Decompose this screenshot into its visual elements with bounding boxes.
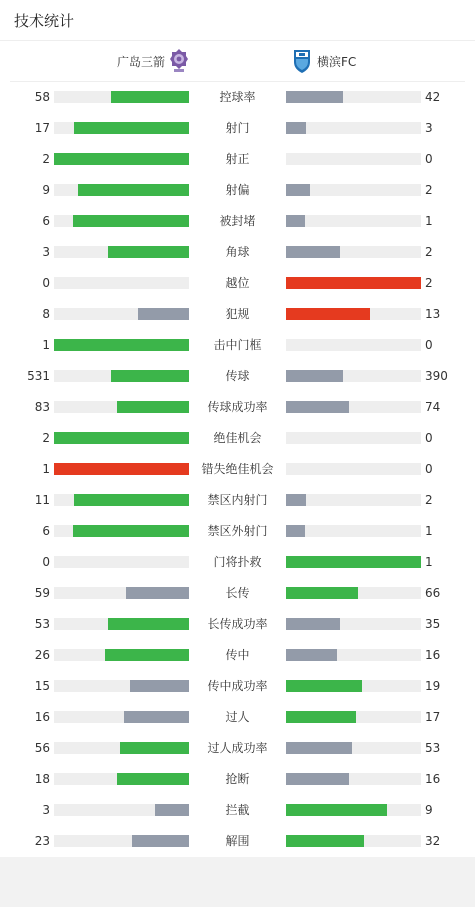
stat-label: 过人 — [225, 710, 250, 724]
away-stat-bar — [286, 339, 421, 351]
home-stat-bar — [54, 680, 189, 692]
stat-row — [0, 423, 475, 454]
away-stat-bar-fill — [286, 649, 337, 661]
away-stat-bar-fill — [286, 711, 356, 723]
home-stat-bar — [54, 308, 189, 320]
home-stat-bar — [54, 463, 189, 475]
home-stat-bar — [54, 432, 189, 444]
away-stat-bar-fill — [286, 277, 421, 289]
home-stat-bar-fill — [74, 122, 189, 134]
home-stat-value: 58 — [34, 90, 50, 104]
away-stat-bar — [286, 711, 421, 723]
away-stat-bar — [286, 184, 421, 196]
stat-row — [0, 578, 475, 609]
stat-label: 射正 — [225, 152, 250, 166]
home-stat-bar-fill — [54, 463, 189, 475]
home-stat-bar — [54, 649, 189, 661]
home-stat-bar — [54, 711, 189, 723]
home-stat-value: 18 — [34, 772, 50, 786]
home-stat-bar-fill — [138, 308, 189, 320]
stat-label: 击中门框 — [213, 338, 262, 352]
away-stat-bar-fill — [286, 804, 387, 816]
home-stat-bar — [54, 556, 189, 568]
away-stat-bar-fill — [286, 680, 362, 692]
home-stat-bar — [54, 525, 189, 537]
home-stat-value: 9 — [42, 183, 50, 197]
away-stat-value: 13 — [425, 307, 441, 321]
away-stat-bar — [286, 742, 421, 754]
away-stat-value: 35 — [425, 617, 441, 631]
home-stat-value: 59 — [34, 586, 50, 600]
away-stat-value: 66 — [425, 586, 441, 600]
away-stat-value: 53 — [425, 741, 441, 755]
stat-row — [0, 609, 475, 640]
away-stat-value: 42 — [425, 90, 441, 104]
away-stat-bar — [286, 153, 421, 165]
stat-row — [0, 361, 475, 392]
home-stat-bar — [54, 742, 189, 754]
away-stat-bar — [286, 618, 421, 630]
home-stat-value: 0 — [42, 276, 50, 290]
stat-label: 禁区内射门 — [207, 493, 268, 507]
away-stat-value: 1 — [425, 214, 433, 228]
stat-label: 解围 — [225, 834, 250, 848]
home-stat-bar — [54, 339, 189, 351]
away-stat-bar-fill — [286, 401, 349, 413]
stat-row — [0, 485, 475, 516]
home-stat-value: 53 — [34, 617, 50, 631]
stat-row — [0, 671, 475, 702]
home-stat-bar — [54, 835, 189, 847]
away-team-logo-icon — [292, 48, 312, 74]
away-stat-bar — [286, 432, 421, 444]
away-team[interactable] — [292, 41, 356, 81]
home-stat-bar-fill — [155, 804, 189, 816]
home-stat-bar-fill — [54, 432, 189, 444]
away-stat-bar — [286, 215, 421, 227]
home-stat-bar-fill — [132, 835, 189, 847]
home-stat-value: 15 — [34, 679, 50, 693]
away-stat-bar — [286, 835, 421, 847]
stats-list — [0, 82, 475, 857]
stat-row — [0, 764, 475, 795]
home-stat-bar-fill — [126, 587, 189, 599]
away-stat-bar — [286, 773, 421, 785]
away-stat-value: 1 — [425, 524, 433, 538]
away-stat-bar — [286, 494, 421, 506]
away-stat-value: 0 — [425, 338, 433, 352]
home-team-name: 广岛三箭 — [116, 54, 165, 69]
home-stat-value: 1 — [42, 338, 50, 352]
home-stat-bar — [54, 277, 189, 289]
away-stat-bar — [286, 401, 421, 413]
home-stat-bar — [54, 587, 189, 599]
away-stat-bar — [286, 680, 421, 692]
stat-row — [0, 795, 475, 826]
away-stat-value: 0 — [425, 431, 433, 445]
home-stat-bar-fill — [111, 91, 189, 103]
home-stat-bar-fill — [105, 649, 189, 661]
stat-row — [0, 454, 475, 485]
home-stat-value: 8 — [42, 307, 50, 321]
away-stat-bar-fill — [286, 742, 352, 754]
away-stat-value: 3 — [425, 121, 433, 135]
away-stat-value: 19 — [425, 679, 441, 693]
stat-row — [0, 206, 475, 237]
home-stat-bar-fill — [124, 711, 189, 723]
home-stat-bar-fill — [130, 680, 189, 692]
away-stat-bar — [286, 122, 421, 134]
stat-label: 拦截 — [225, 803, 250, 817]
home-stat-value: 2 — [42, 431, 50, 445]
stat-row — [0, 702, 475, 733]
home-stat-value: 6 — [42, 214, 50, 228]
home-stat-bar-fill — [108, 618, 189, 630]
home-team[interactable] — [117, 41, 189, 81]
away-stat-bar-fill — [286, 587, 358, 599]
stat-label: 传中 — [225, 648, 250, 662]
away-stat-bar — [286, 649, 421, 661]
away-stat-value: 2 — [425, 276, 433, 290]
home-stat-bar — [54, 618, 189, 630]
away-stat-bar-fill — [286, 246, 340, 258]
away-stat-value: 16 — [425, 648, 441, 662]
home-stat-bar-fill — [54, 339, 189, 351]
stat-label: 长传成功率 — [207, 617, 268, 631]
stat-row — [0, 175, 475, 206]
away-stat-value: 32 — [425, 834, 441, 848]
home-stat-bar-fill — [117, 401, 189, 413]
away-stat-bar — [286, 308, 421, 320]
home-stat-bar — [54, 494, 189, 506]
away-stat-bar-fill — [286, 773, 349, 785]
stat-row — [0, 640, 475, 671]
home-stat-value: 2 — [42, 152, 50, 166]
home-stat-bar-fill — [117, 773, 189, 785]
away-stat-bar-fill — [286, 494, 306, 506]
away-stat-bar-fill — [286, 91, 343, 103]
section-title: 技术统计 — [14, 11, 75, 30]
away-stat-value: 2 — [425, 245, 433, 259]
home-stat-value: 11 — [34, 493, 50, 507]
stat-label: 射偏 — [225, 183, 250, 197]
away-stat-value: 9 — [425, 803, 433, 817]
away-stat-bar-fill — [286, 184, 310, 196]
stat-row — [0, 516, 475, 547]
home-stat-value: 16 — [34, 710, 50, 724]
stat-label: 传中成功率 — [207, 679, 268, 693]
away-stat-value: 17 — [425, 710, 441, 724]
home-stat-bar-fill — [108, 246, 189, 258]
stat-row — [0, 268, 475, 299]
home-stat-bar-fill — [111, 370, 189, 382]
stat-label: 传球 — [225, 369, 250, 383]
home-stat-bar — [54, 246, 189, 258]
home-stat-value: 83 — [34, 400, 50, 414]
away-stat-bar — [286, 587, 421, 599]
away-stat-bar — [286, 463, 421, 475]
home-stat-bar — [54, 773, 189, 785]
home-stat-bar-fill — [78, 184, 189, 196]
home-stat-value: 531 — [27, 369, 50, 383]
home-stat-bar-fill — [120, 742, 189, 754]
stat-label: 禁区外射门 — [207, 524, 268, 538]
home-stat-value: 17 — [34, 121, 50, 135]
stat-label: 门将扑救 — [213, 555, 262, 569]
away-stat-bar — [286, 525, 421, 537]
home-stat-value: 3 — [42, 803, 50, 817]
away-stat-bar — [286, 556, 421, 568]
home-stat-bar-fill — [54, 153, 189, 165]
home-stat-value: 23 — [34, 834, 50, 848]
away-stat-value: 2 — [425, 493, 433, 507]
stat-label: 抢断 — [225, 772, 250, 786]
section-header — [0, 0, 475, 41]
home-stat-bar — [54, 153, 189, 165]
stat-row — [0, 547, 475, 578]
home-stat-value: 26 — [34, 648, 50, 662]
away-stat-value: 1 — [425, 555, 433, 569]
away-stat-value: 0 — [425, 462, 433, 476]
away-stat-value: 74 — [425, 400, 441, 414]
away-stat-bar-fill — [286, 308, 370, 320]
stat-row — [0, 392, 475, 423]
stat-label: 长传 — [225, 586, 250, 600]
stat-row — [0, 82, 475, 113]
away-stat-value: 16 — [425, 772, 441, 786]
home-stat-bar — [54, 122, 189, 134]
stat-row — [0, 733, 475, 764]
away-stat-bar-fill — [286, 835, 364, 847]
away-stat-value: 2 — [425, 183, 433, 197]
home-stat-value: 1 — [42, 462, 50, 476]
away-stat-bar-fill — [286, 215, 305, 227]
stat-row — [0, 113, 475, 144]
away-stat-bar — [286, 246, 421, 258]
home-stat-value: 3 — [42, 245, 50, 259]
home-stat-bar — [54, 91, 189, 103]
home-team-logo-icon — [169, 48, 189, 74]
away-stat-value: 390 — [425, 369, 448, 383]
stat-label: 角球 — [225, 245, 250, 259]
stat-row — [0, 826, 475, 857]
away-stat-value: 0 — [425, 152, 433, 166]
home-stat-bar — [54, 184, 189, 196]
stat-row — [0, 237, 475, 268]
stat-row — [0, 299, 475, 330]
stat-row — [0, 144, 475, 175]
away-stat-bar-fill — [286, 525, 305, 537]
away-stat-bar — [286, 91, 421, 103]
away-team-name: 横滨FC — [317, 54, 357, 69]
stat-label: 越位 — [225, 276, 250, 290]
home-stat-bar-fill — [73, 525, 189, 537]
away-stat-bar-fill — [286, 370, 343, 382]
stat-label: 错失绝佳机会 — [201, 462, 274, 476]
stat-label: 被封堵 — [219, 214, 256, 228]
home-stat-bar — [54, 215, 189, 227]
stat-label: 射门 — [225, 121, 250, 135]
away-stat-bar-fill — [286, 556, 421, 568]
away-stat-bar — [286, 277, 421, 289]
stat-row — [0, 330, 475, 361]
home-stat-value: 6 — [42, 524, 50, 538]
home-stat-bar-fill — [74, 494, 189, 506]
stat-label: 传球成功率 — [207, 400, 268, 414]
home-stat-bar — [54, 370, 189, 382]
home-stat-value: 56 — [34, 741, 50, 755]
away-stat-bar-fill — [286, 122, 306, 134]
team-header — [10, 41, 465, 82]
home-stat-bar — [54, 401, 189, 413]
away-stat-bar — [286, 370, 421, 382]
home-stat-bar — [54, 804, 189, 816]
away-stat-bar — [286, 804, 421, 816]
home-stat-bar-fill — [73, 215, 189, 227]
stat-label: 控球率 — [219, 90, 256, 104]
stat-label: 犯规 — [225, 307, 250, 321]
stat-label: 过人成功率 — [207, 741, 268, 755]
home-stat-value: 0 — [42, 555, 50, 569]
stat-label: 绝佳机会 — [213, 431, 262, 445]
away-stat-bar-fill — [286, 618, 340, 630]
